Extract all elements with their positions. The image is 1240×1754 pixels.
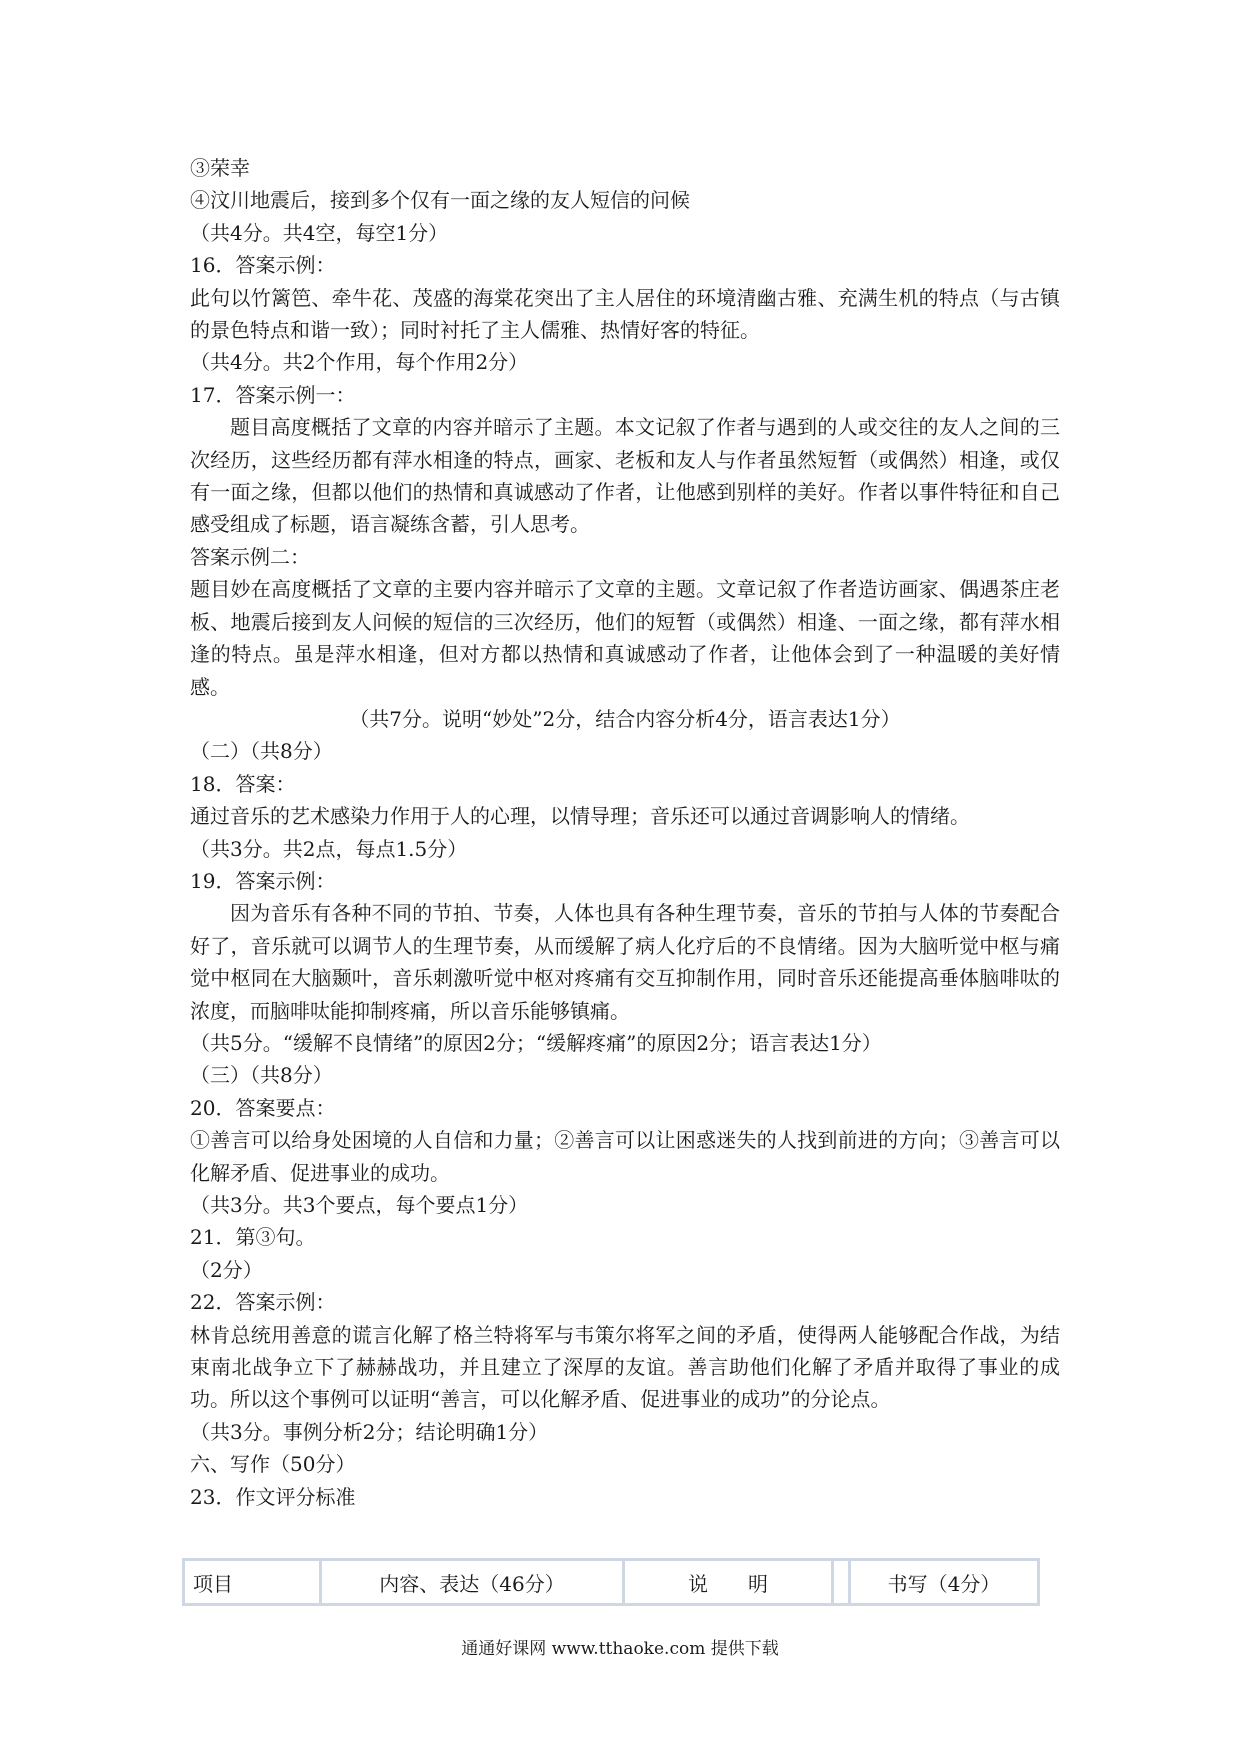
question-heading: 22．答案示例： xyxy=(190,1290,336,1315)
answer-line: ④汶川地震后，接到多个仅有一面之缘的友人短信的问候 xyxy=(190,188,690,213)
question-heading: 18．答案： xyxy=(190,771,296,796)
scoring-table xyxy=(182,1558,1040,1606)
table-cell: 说 明 xyxy=(624,1560,833,1605)
answer-paragraph: 林肯总统用善意的谎言化解了格兰特将军与韦策尔将军之间的矛盾，使得两人能够配合作战，为结束南北战争立下了赫赫战功，并且建立了深厚的友谊。善言助他们化解了矛盾并取得了事业的成功。所以这个事例可以证明“善言，可以化解矛盾、促进事业的成功”的分论点。 xyxy=(190,1322,1060,1412)
score-note: （共4分。共2个作用，每个作用2分） xyxy=(190,350,529,375)
table-cell xyxy=(833,1560,850,1605)
table-header-row xyxy=(184,1560,1039,1605)
score-note: （共3分。事例分析2分；结论明确1分） xyxy=(190,1419,549,1444)
question-heading: 23．作文评分标准 xyxy=(190,1484,356,1509)
score-note: （2分） xyxy=(190,1257,263,1282)
question-heading: 17．答案示例一： xyxy=(190,382,356,407)
table-cell: 内容、表达（46分） xyxy=(321,1560,624,1605)
question-heading: 21．第③句。 xyxy=(190,1225,316,1250)
question-heading: 16．答案示例： xyxy=(190,253,336,278)
answer-paragraph: 题目高度概括了文章的内容并暗示了主题。本文记叙了作者与遇到的人或交往的友人之间的三次经历，这些经历都有萍水相逢的特点，画家、老板和友人与作者虽然短暂（或偶然）相逢，或仅有一面之缘，但都以他们的热情和真诚感动了作者，让他感到别样的美好。作者以事件特征和自己感受组成了标题，语言凝练含蓄，引人思考。 xyxy=(190,415,1060,537)
answer-content xyxy=(190,152,1060,1513)
table-cell: 项目 xyxy=(184,1560,321,1605)
score-note: （共4分。共4空，每空1分） xyxy=(190,220,449,245)
answer-line: 通过音乐的艺术感染力作用于人的心理，以情导理；音乐还可以通过音调影响人的情绪。 xyxy=(190,804,970,829)
score-note: （共3分。共3个要点，每个要点1分） xyxy=(190,1193,529,1217)
score-note: （共5分。“缓解不良情绪”的原因2分；“缓解疼痛”的原因2分；语言表达1分） xyxy=(190,1030,882,1055)
answer-subheading: 答案示例二： xyxy=(190,544,310,569)
question-heading: 19．答案示例： xyxy=(190,868,336,893)
score-note: （共3分。共2点，每点1.5分） xyxy=(190,836,468,861)
table-cell: 书写（4分） xyxy=(850,1560,1039,1605)
section-heading: （二）（共8分） xyxy=(190,739,333,764)
section-heading: 六、写作（50分） xyxy=(190,1452,356,1477)
page-footer: 通通好课网 www.tthaoke.com 提供下载 xyxy=(461,1639,779,1659)
question-heading: 20．答案要点： xyxy=(190,1095,336,1120)
answer-paragraph: 因为音乐有各种不同的节拍、节奏，人体也具有各种生理节奏，音乐的节拍与人体的节奏配合好了，音乐就可以调节人的生理节奏，从而缓解了病人化疗后的不良情绪。因为大脑听觉中枢与痛觉中枢同在大脑颞叶，音乐刺激听觉中枢对疼痛有交互抑制作用，同时音乐还能提高垂体脑啡呔的浓度，而脑啡呔能抑制疼痛，所以音乐能够镇痛。 xyxy=(190,901,1060,1023)
answer-paragraph: 题目妙在高度概括了文章的主要内容并暗示了文章的主题。文章记叙了作者造访画家、偶遇茶庄老板、地震后接到友人问候的短信的三次经历，他们的短暂（或偶然）相逢、一面之缘，都有萍水相逢的特点。虽是萍水相逢，但对方都以热情和真诚感动了作者，让他体会到了一种温暖的美好情感。 xyxy=(190,577,1060,699)
answer-paragraph: 此句以竹篱笆、牵牛花、茂盛的海棠花突出了主人居住的环境清幽古雅、充满生机的特点（与古镇的景色特点和谐一致）；同时衬托了主人儒雅、热情好客的特征。 xyxy=(190,285,1060,343)
answer-paragraph: ①善言可以给身处困境的人自信和力量；②善言可以让困惑迷失的人找到前进的方向；③善言可以化解矛盾、促进事业的成功。 xyxy=(190,1128,1060,1185)
section-heading: （三）（共8分） xyxy=(190,1063,333,1088)
score-note: （共7分。说明“妙处”2分，结合内容分析4分，语言表达1分） xyxy=(349,706,901,731)
answer-line: ③荣幸 xyxy=(190,156,250,180)
